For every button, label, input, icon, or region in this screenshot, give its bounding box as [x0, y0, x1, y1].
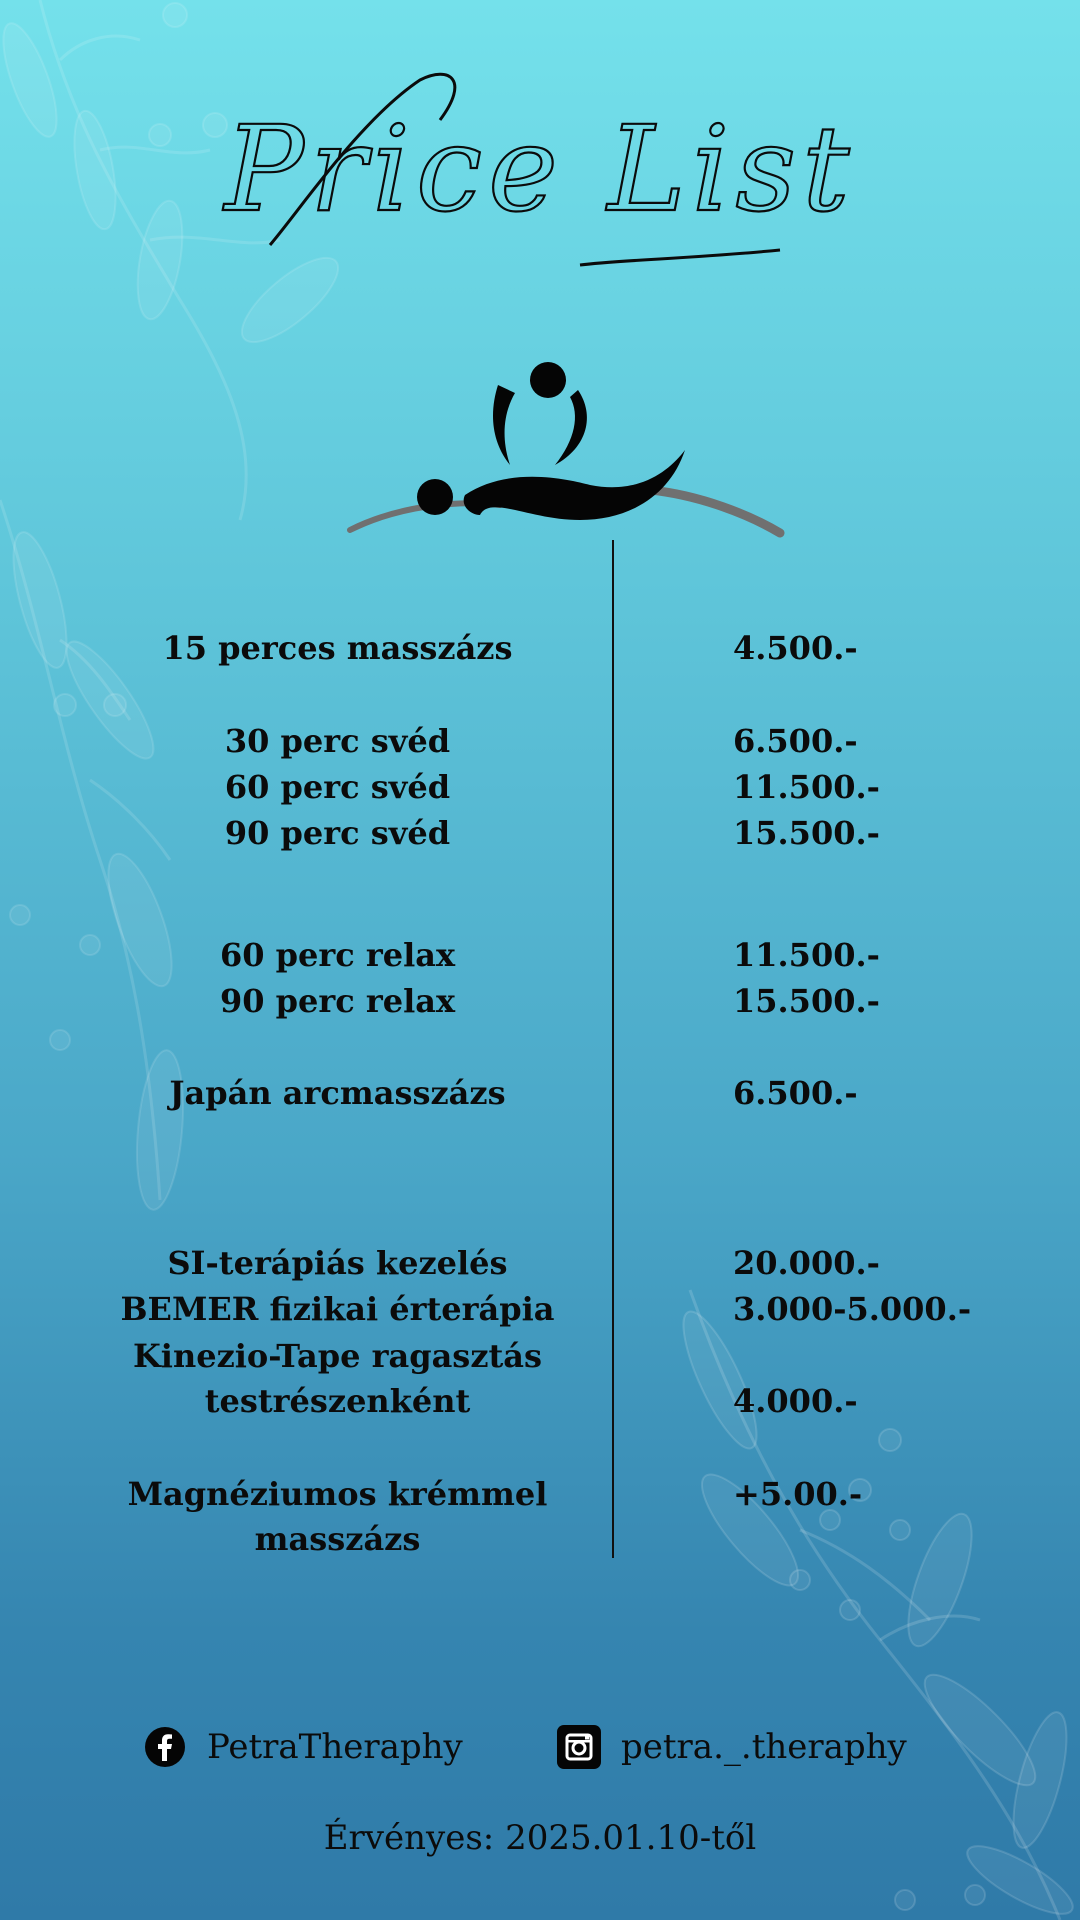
service-price: 15.500.- [733, 814, 880, 852]
service-name: 90 perc svéd [224, 814, 451, 852]
facebook-handle: PetraTheraphy [207, 1727, 463, 1767]
service-name: testrészenként [204, 1382, 471, 1420]
service-price: +5.00.- [733, 1475, 863, 1513]
validity-text: Érvényes: 2025.01.10-től [323, 1818, 757, 1858]
instagram-link[interactable] [557, 1722, 907, 1772]
service-price: 11.500.- [733, 768, 880, 806]
service-name: 90 perc relax [219, 982, 456, 1020]
service-name: SI-terápiás kezelés [167, 1244, 508, 1282]
service-price: 4.000.- [733, 1382, 858, 1420]
service-name: 60 perc relax [219, 936, 456, 974]
service-name: Kinezio-Tape ragasztás [132, 1337, 543, 1375]
service-price: 4.500.- [733, 629, 858, 667]
facebook-icon [143, 1725, 187, 1769]
service-price: 6.500.- [733, 722, 858, 760]
facebook-link[interactable] [143, 1722, 463, 1772]
service-name: Magnéziumos krémmel [127, 1475, 548, 1513]
service-price: 3.000-5.000.- [733, 1290, 972, 1328]
service-name: masszázs [254, 1520, 421, 1558]
service-price: 20.000.- [733, 1244, 880, 1282]
service-name: 60 perc svéd [224, 768, 451, 806]
service-name: BEMER fizikai érterápia [120, 1290, 555, 1328]
column-divider [612, 540, 614, 1558]
page-title [0, 60, 1080, 280]
title-text: Price List [224, 100, 856, 238]
service-price: 11.500.- [733, 936, 880, 974]
service-price: 6.500.- [733, 1074, 858, 1112]
service-price: 15.500.- [733, 982, 880, 1020]
service-name: Japán arcmasszázs [169, 1074, 506, 1112]
service-name: 30 perc svéd [224, 722, 451, 760]
service-name: 15 perces masszázs [162, 629, 513, 667]
massage-logo-icon [340, 355, 790, 545]
instagram-icon [557, 1725, 601, 1769]
instagram-handle: petra._.theraphy [621, 1727, 907, 1767]
